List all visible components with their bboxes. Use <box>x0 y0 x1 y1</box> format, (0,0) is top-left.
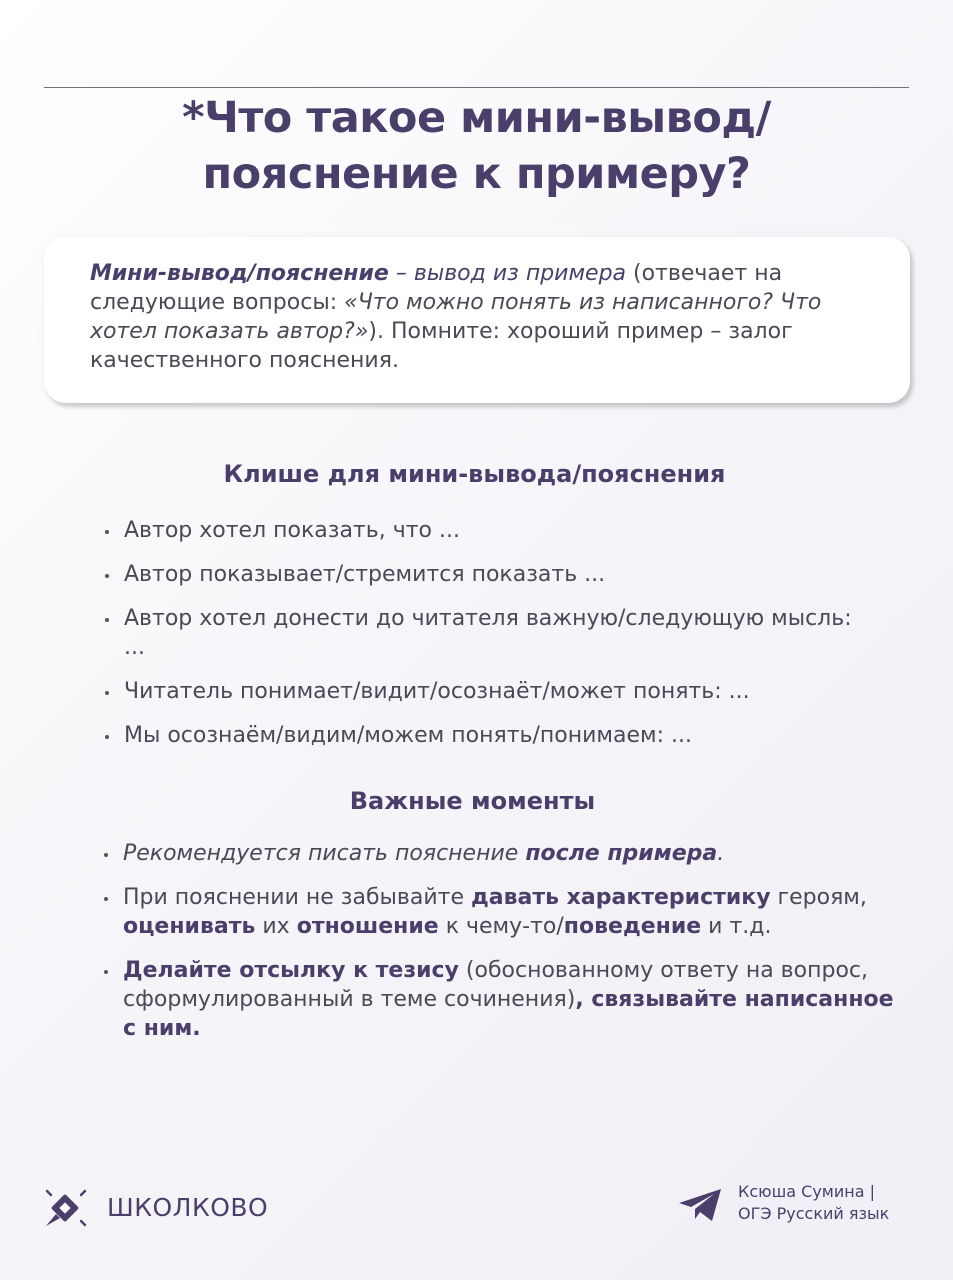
list-item: При пояснении не забывайте давать характеристику героям, оценивать их отношение к чему-то/поведение и т.д. <box>123 883 913 941</box>
definition-text: Мини-вывод/пояснение – вывод из примера (отвечает на следующие вопросы: «Что можно понять из написанного? Что хотел показать автор?»). Помните: хороший пример – залог качественного пояснения. <box>90 261 822 373</box>
list-item: Делайте отсылку к тезису (обоснованному ответу на вопрос, сформулированный в теме сочинения), связывайте написанное с ним. <box>123 956 913 1043</box>
title-line-1: *Что такое мини-вывод/ <box>182 93 771 143</box>
list-item: Автор хотел донести до читателя важную/следующую мысль: ... <box>124 604 864 662</box>
important-heading: Важные моменты <box>349 787 596 815</box>
page-title <box>0 90 953 202</box>
list-item: Читатель понимает/видит/осознаёт/может понять: ... <box>124 677 864 706</box>
list-item: Автор показывает/стремится показать ... <box>124 560 864 589</box>
cliche-heading: Клише для мини-вывода/пояснения <box>223 460 726 488</box>
cliche-list <box>124 516 864 765</box>
definition-phrase: вывод из примера <box>413 261 627 286</box>
author-name: Ксюша Сумина | <box>738 1182 876 1201</box>
list-item: Рекомендуется писать пояснение после примера. <box>123 839 913 868</box>
title-line-2: пояснение к примеру? <box>202 149 751 199</box>
top-divider <box>44 87 909 88</box>
list-item: Автор хотел показать, что ... <box>124 516 864 545</box>
author-info <box>738 1181 889 1225</box>
telegram-icon[interactable] <box>678 1188 722 1222</box>
shkolkovo-logo-icon <box>42 1186 90 1230</box>
list-item: Мы осознаём/видим/можем понять/понимаем: ... <box>124 721 864 750</box>
important-list <box>123 839 913 1058</box>
author-course: ОГЭ Русский язык <box>738 1204 890 1223</box>
definition-questions: «Что можно понять из написанного? Что хотел показать автор?» <box>90 290 822 344</box>
definition-term: Мини-вывод/пояснение <box>90 261 389 286</box>
brand-name: ШКОЛКОВО <box>107 1193 269 1222</box>
